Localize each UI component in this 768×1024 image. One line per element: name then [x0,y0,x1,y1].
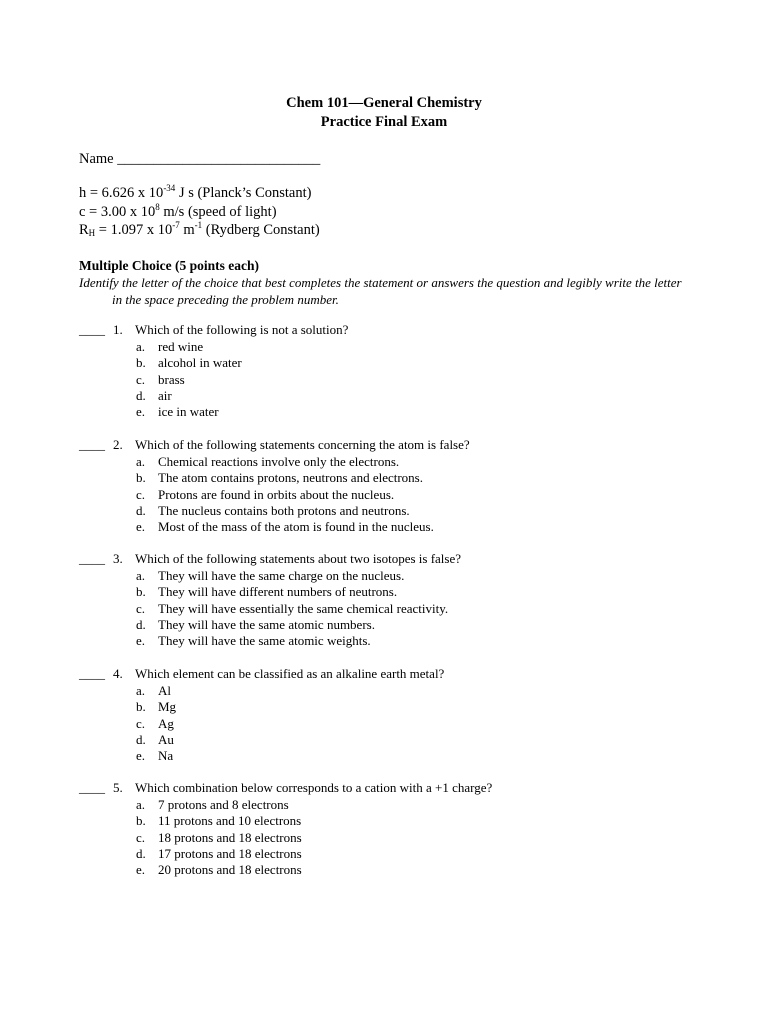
option-a [79,568,739,584]
question-number: 5. [113,780,123,795]
question-3 [79,551,739,649]
question-4 [79,666,739,764]
option-c [79,830,739,846]
option-e [79,748,739,764]
option-c [79,716,739,732]
option-letter: e. [136,519,146,535]
option-text: Na [158,748,174,764]
name-label: Name [79,151,114,167]
page-title: Chem 101—General Chemistry [286,95,482,111]
option-e [79,862,739,878]
option-d [79,732,739,748]
question-number: 1. [113,322,123,337]
option-letter: a. [136,568,146,583]
option-text: 18 protons and 18 electrons [158,829,302,845]
option-a [79,683,739,699]
answer-blank: ____ [79,780,105,795]
option-text: They will have the same atomic weights. [158,633,371,649]
question-1 [79,322,739,420]
option-a [79,454,739,470]
constant-speed-of-light [79,204,277,221]
option-letter: d. [136,731,146,747]
option-text: Au [158,731,174,747]
option-e [79,633,739,649]
option-a [79,797,739,813]
option-letter: c. [136,486,146,502]
question-2 [79,437,739,535]
page-subtitle: Practice Final Exam [320,114,448,130]
option-d [79,503,739,519]
option-b [79,699,739,715]
option-letter: a. [136,339,146,354]
option-c [79,487,739,503]
option-d [79,388,739,404]
option-text: They will have essentially the same chemical reactivity. [158,600,449,616]
option-letter: e. [136,633,146,649]
option-text: Chemical reactions involve only the electrons. [158,454,400,469]
option-text: They will have the same charge on the nucleus. [158,568,405,583]
option-text: 17 protons and 18 electrons [158,845,302,861]
constant-rydberg [79,222,320,239]
option-letter: b. [136,699,146,715]
option-letter: c. [136,715,146,731]
option-text: alcohol in water [158,355,242,371]
constant-value: = 1.097 x 10 [95,222,173,238]
option-text: The atom contains protons, neutrons and electrons. [158,470,423,486]
option-e [79,519,739,535]
option-text: air [158,387,172,403]
constant-planck [79,185,311,202]
option-letter: e. [136,748,146,764]
option-d [79,846,739,862]
question-text: Which of the following statements concerning the atom is false? [135,437,470,452]
instructions-line-2: in the space preceding the problem number. [112,292,339,307]
option-text: Most of the mass of the atom is found in the nucleus. [158,519,434,535]
option-b [79,470,739,486]
constant-exponent: 8 [155,202,160,212]
option-letter: e. [136,404,146,420]
option-a [79,339,739,355]
question-text: Which combination below corresponds to a cation with a +1 charge? [135,780,493,795]
option-text: ice in water [158,404,219,420]
option-text: 20 protons and 18 electrons [158,862,302,878]
answer-blank: ____ [79,666,105,681]
answer-blank: ____ [79,551,105,566]
name-field [79,151,320,168]
option-b [79,355,739,371]
option-letter: b. [136,355,146,371]
constant-exponent: -7 [172,220,180,230]
constant-unit: J s (Planck’s Constant) [175,185,312,201]
option-text: They will have the same atomic numbers. [158,616,375,632]
question-number: 3. [113,551,123,566]
option-text: Ag [158,715,174,731]
answer-blank: ____ [79,437,105,452]
option-letter: d. [136,502,146,518]
section-heading: Multiple Choice (5 points each) [79,258,259,273]
option-letter: d. [136,387,146,403]
option-text: brass [158,371,185,387]
option-text: Protons are found in orbits about the nucleus. [158,486,395,502]
constant-symbol: R [79,222,89,238]
constant-exponent-2: -1 [194,220,203,230]
option-text: Al [158,683,171,698]
option-d [79,617,739,633]
option-letter: c. [136,371,146,387]
answer-blank: ____ [79,322,105,337]
option-letter: d. [136,616,146,632]
option-text: The nucleus contains both protons and neutrons. [158,502,410,518]
constant-unit: m/s (speed of light) [159,204,277,220]
option-letter: a. [136,454,146,469]
option-c [79,601,739,617]
constant-unit: (Rydberg Constant) [202,222,320,238]
option-b [79,584,739,600]
name-blank: ____________________________ [117,151,321,167]
constant-subscript: H [88,228,96,238]
option-text: They will have different numbers of neutrons. [158,584,398,600]
question-number: 4. [113,666,123,681]
question-number: 2. [113,437,123,452]
option-letter: b. [136,584,146,600]
constant-value: c = 3.00 x 10 [79,204,156,220]
option-c [79,372,739,388]
constant-value: h = 6.626 x 10 [79,185,164,201]
option-letter: b. [136,813,146,829]
option-letter: e. [136,862,146,878]
question-text: Which element can be classified as an alkaline earth metal? [135,666,445,681]
option-text: 11 protons and 10 electrons [158,813,302,829]
question-text: Which of the following is not a solution? [135,322,349,337]
option-e [79,404,739,420]
option-letter: b. [136,470,146,486]
option-b [79,813,739,829]
constant-exponent: -34 [163,183,176,193]
option-letter: a. [136,683,146,698]
option-text: red wine [158,339,204,354]
instructions-line-1: Identify the letter of the choice that best completes the statement or answers the question and legibly write the letter [79,275,682,290]
option-letter: a. [136,797,146,812]
option-text: 7 protons and 8 electrons [158,797,289,812]
constant-unit-m: m [179,222,195,238]
question-5 [79,780,739,878]
question-text: Which of the following statements about two isotopes is false? [135,551,462,566]
option-text: Mg [158,699,177,715]
option-letter: c. [136,829,146,845]
option-letter: d. [136,845,146,861]
option-letter: c. [136,600,146,616]
